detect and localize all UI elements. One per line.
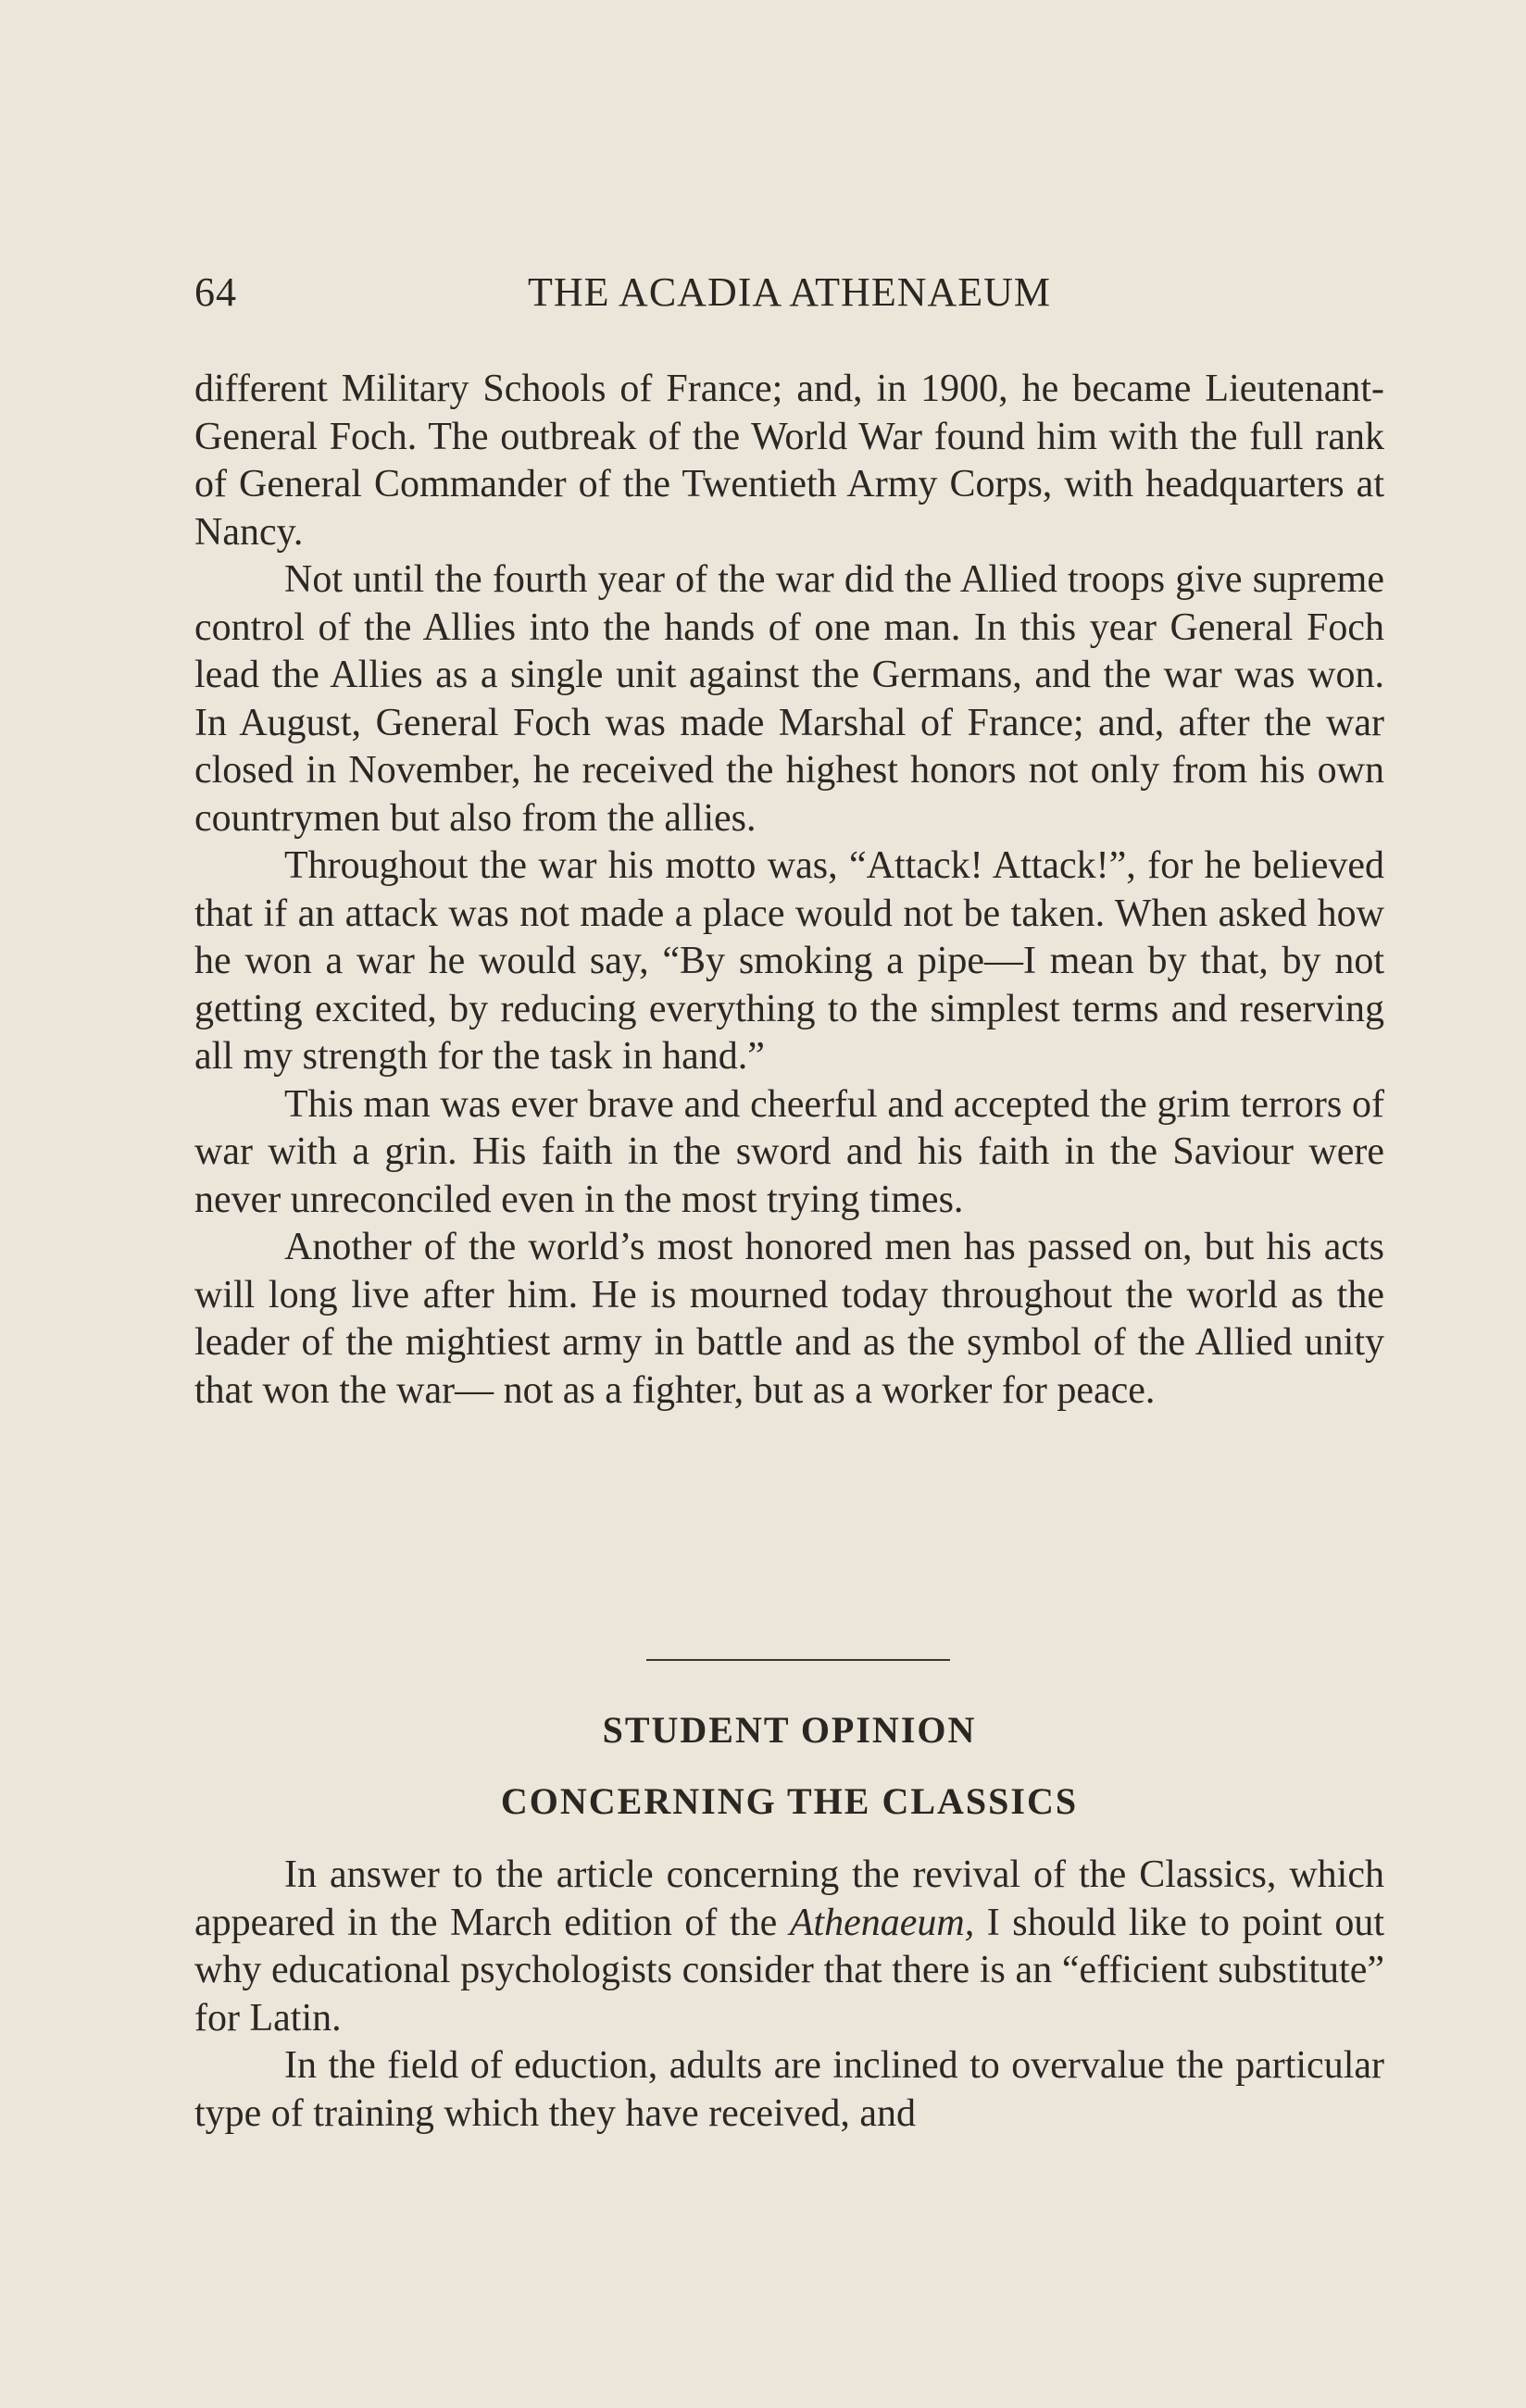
article-heading-line-1: STUDENT OPINION: [602, 1709, 977, 1751]
article-heading-line-2: CONCERNING THE CLASSICS: [500, 1780, 1079, 1822]
paragraph: Throughout the war his motto was, “Attack! Attack!”, for he believed that if an attack was not made a place would not be taken. When asked how he won a war he would say, “By smoking a pipe—I mean by that, by not getting excited, by reducing everything to the simplest terms and reserving all my strength for the task in hand.”: [194, 844, 1384, 1078]
paragraph: Not until the fourth year of the war did the Allied troops give supreme control of the Allies into the hands of one man. In this year General Foch lead the Allies as a single unit against the Germans, and the war was won. In August, General Foch was made Marshal of France; and, after the war closed in November, he received the highest honors not only from his own countrymen but also from the allies.: [194, 558, 1384, 840]
article-foch: [194, 366, 1384, 1415]
section-divider: [646, 1659, 950, 1661]
paragraph: This man was ever brave and cheerful and accepted the grim terrors of war with a grin. His faith in the sword and his faith in the Saviour were never unreconciled even in the most trying times.: [194, 1082, 1384, 1221]
page-number: 64: [194, 269, 237, 315]
journal-title: THE ACADIA ATHENAEUM: [527, 269, 1052, 315]
paragraph: [194, 1852, 1384, 2042]
paragraph-text: I should like to point out why educational psychologists consider that there is an “efficient substitute” for Latin.: [194, 1901, 1385, 2040]
running-header: [194, 268, 1384, 324]
paragraph-text: In answer to the article concerning the revival of the Classics, which appeared in the March edition of the: [194, 1853, 1384, 1944]
paragraph: Another of the world’s most honored men has passed on, but his acts will long live after him. He is mourned today throughout the world as the leader of the mightiest army in battle and as the symbol of the Allied unity that won the war— not as a fighter, but as a worker for peace.: [194, 1226, 1384, 1412]
paragraph: different Military Schools of France; and, in 1900, he became Lieutenant-General Foch. The outbreak of the World War found him with the full rank of General Commander of the Twentieth Army Corps, with headquarters at Nancy.: [194, 368, 1384, 554]
paragraph: In the field of eduction, adults are inclined to overvalue the particular type of training which they have received, and: [194, 2044, 1384, 2135]
journal-name-italic: Athenaeum,: [789, 1901, 975, 1944]
article-classics: [194, 1852, 1384, 2138]
